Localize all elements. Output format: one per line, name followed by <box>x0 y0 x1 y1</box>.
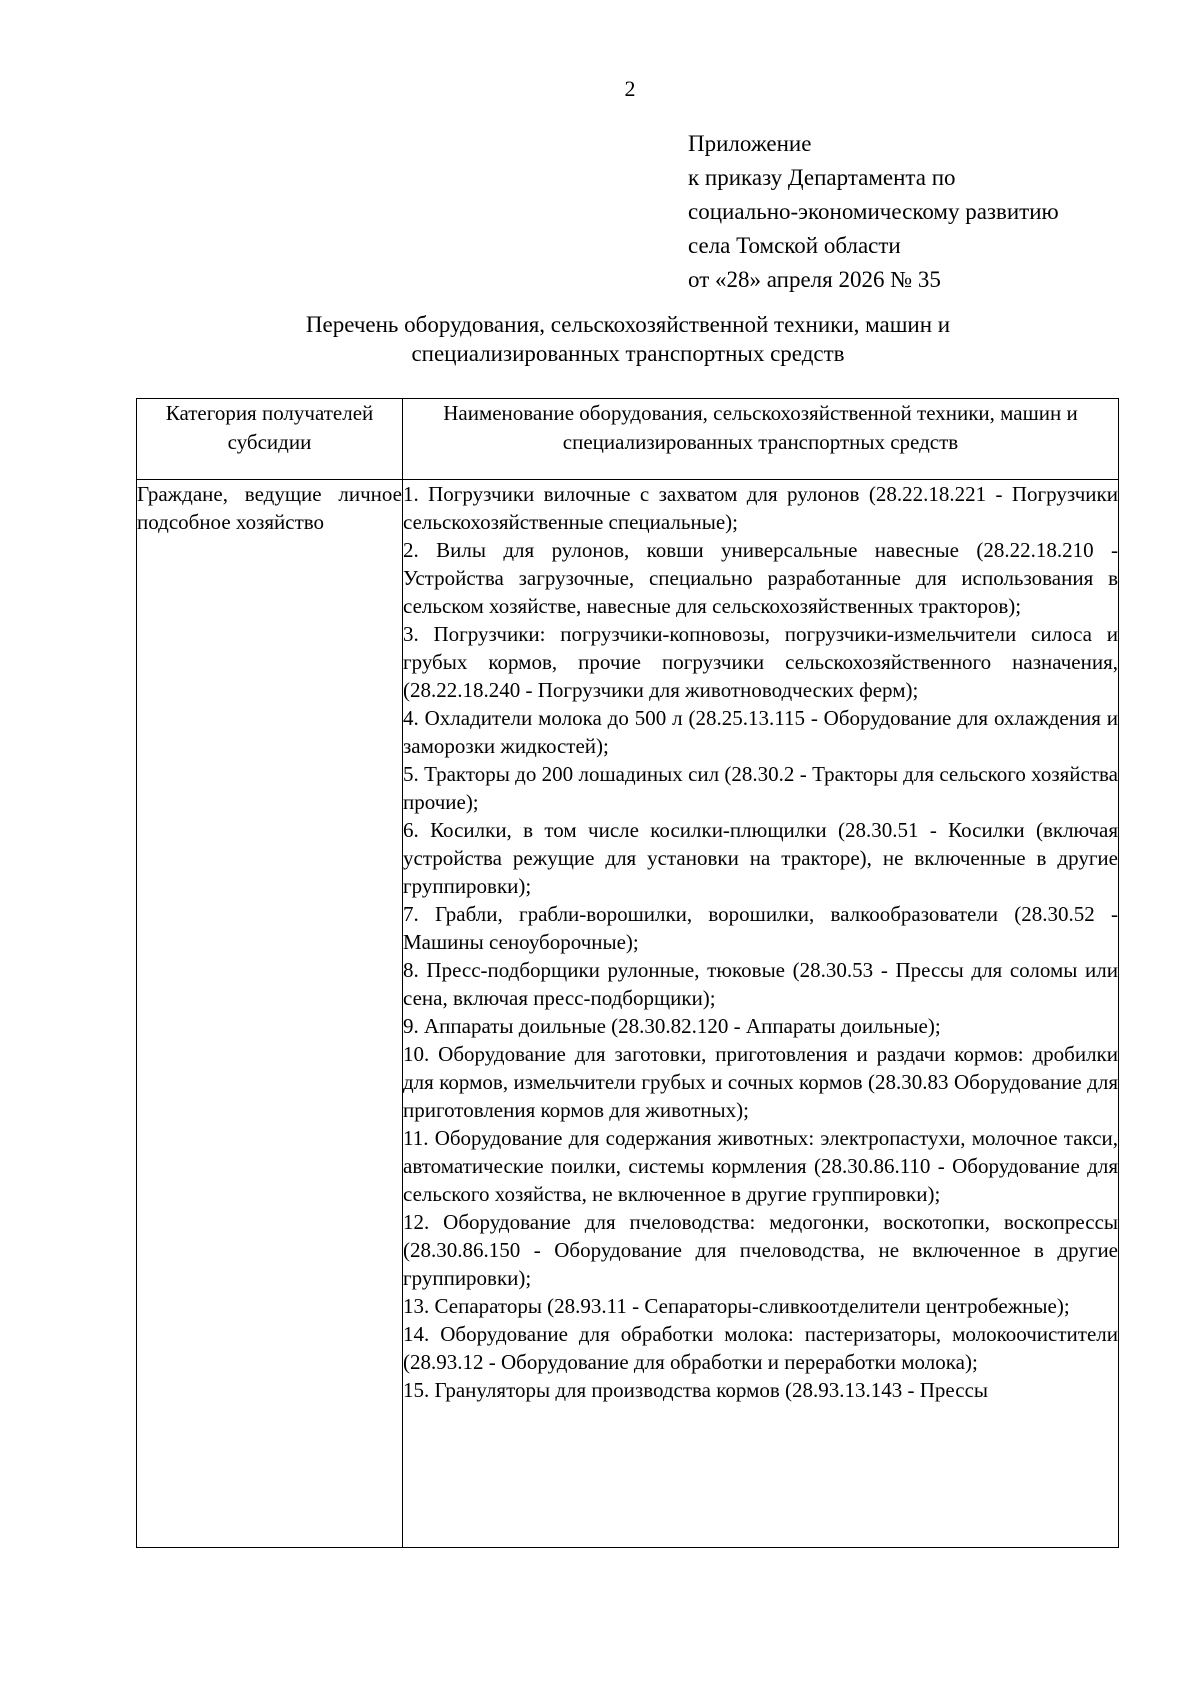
appendix-line: Приложение <box>688 131 812 156</box>
page-number: 2 <box>624 76 636 101</box>
list-item: 5. Тракторы до 200 лошадиных сил (28.30.2 - Тракторы для сельского хозяйства прочие); <box>403 762 1118 814</box>
document-title <box>137 310 1119 368</box>
list-item: 6. Косилки, в том числе косилки-плющилки (28.30.51 - Косилки (включая устройства режущие для установки на тракторе), не включенные в другие группировки); <box>403 818 1118 898</box>
appendix-line: села Томской области <box>688 233 901 258</box>
appendix-line: к приказу Департамента по <box>688 165 956 190</box>
list-item: 7. Грабли, грабли-ворошилки, ворошилки, валкообразователи (28.30.52 - Машины сеноуборочные); <box>403 902 1118 954</box>
appendix-block <box>688 127 1059 297</box>
appendix-line: социально-экономическому развитию <box>688 199 1059 224</box>
list-item: 15. Грануляторы для производства кормов (28.93.13.143 - Прессы <box>403 1378 989 1402</box>
appendix-line: от «28» апреля 2026 № 35 <box>688 267 941 292</box>
header-category: Категория получателей субсидии <box>137 399 403 480</box>
list-item: 13. Сепараторы (28.93.11 - Сепараторы-сливкоотделители центробежные); <box>403 1294 1070 1318</box>
list-item: 1. Погрузчики вилочные с захватом для рулонов (28.22.18.221 - Погрузчики сельскохозяйственные специальные); <box>403 482 1118 534</box>
list-item: 4. Охладители молока до 500 л (28.25.13.115 - Оборудование для охлаждения и заморозки жидкостей); <box>403 706 1118 758</box>
header-equipment: Наименование оборудования, сельскохозяйственной техники, машин и специализированных транспортных средств <box>403 399 1119 480</box>
equipment-list-cell <box>403 480 1119 1548</box>
list-item: 10. Оборудование для заготовки, приготовления и раздачи кормов: дробилки для кормов, измельчители грубых и сочных кормов (28.30.83 Оборудование для приготовления кормов для животных); <box>403 1042 1118 1122</box>
equipment-table <box>136 398 1119 1548</box>
title-line: Перечень оборудования, сельскохозяйственной техники, машин и <box>305 312 951 337</box>
recipient-category-cell: Граждане, ведущие личное подсобное хозяйство <box>137 480 403 1548</box>
table-row <box>137 480 1119 1548</box>
title-line: специализированных транспортных средств <box>411 341 845 366</box>
list-item: 3. Погрузчики: погрузчики-копновозы, погрузчики-измельчители силоса и грубых кормов, прочие погрузчики сельскохозяйственного назначения, (28.22.18.240 - Погрузчики для животноводческих ферм); <box>403 622 1118 702</box>
list-item: 2. Вилы для рулонов, ковши универсальные навесные (28.22.18.210 - Устройства загрузочные, специально разработанные для использования в сельском хозяйстве, навесные для сельскохозяйственных тракторов); <box>403 538 1118 618</box>
list-item: 8. Пресс-подборщики рулонные, тюковые (28.30.53 - Прессы для соломы или сена, включая пресс-подборщики); <box>403 958 1118 1010</box>
list-item: 9. Аппараты доильные (28.30.82.120 - Аппараты доильные); <box>403 1014 941 1038</box>
list-item: 11. Оборудование для содержания животных: электропастухи, молочное такси, автоматические поилки, системы кормления (28.30.86.110 - Оборудование для сельского хозяйства, не включенное в другие группировки); <box>403 1126 1118 1206</box>
table-header-row <box>137 399 1119 480</box>
list-item: 12. Оборудование для пчеловодства: медогонки, воскотопки, воскопрессы (28.30.86.150 - Оборудование для пчеловодства, не включенное в другие группировки); <box>403 1210 1118 1290</box>
list-item: 14. Оборудование для обработки молока: пастеризаторы, молокоочистители (28.93.12 - Оборудование для обработки и переработки молока); <box>403 1322 1118 1374</box>
